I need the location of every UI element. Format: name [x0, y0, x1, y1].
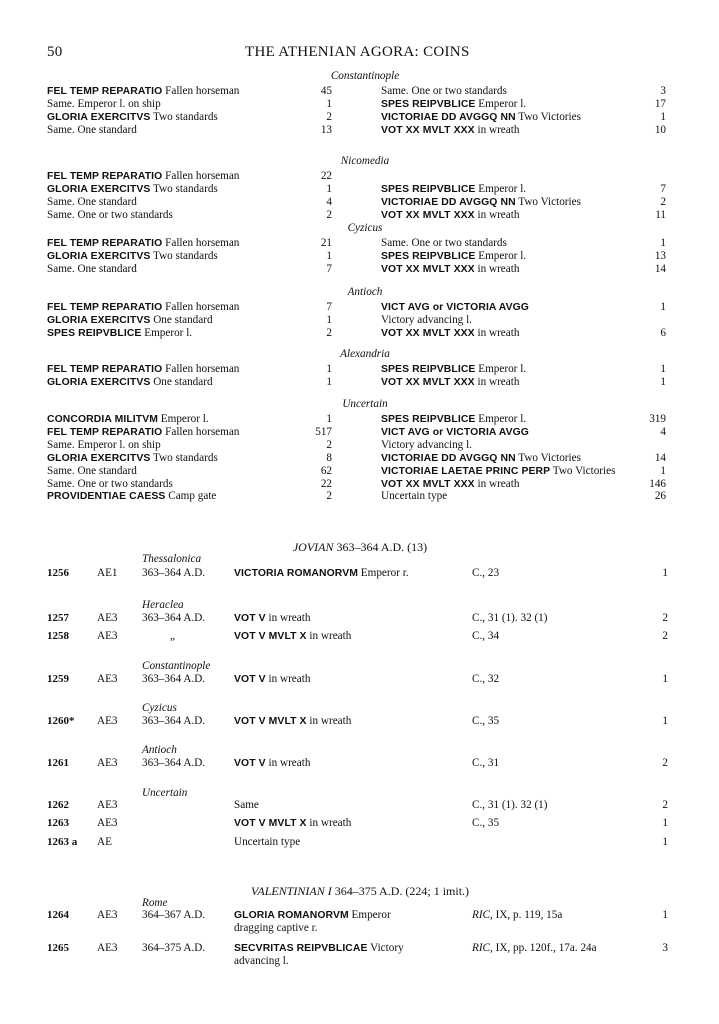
coin-description: Same. One or two standards [381, 237, 507, 249]
reference [472, 630, 499, 643]
denomination: AE3 [97, 817, 118, 829]
summary-left-count: 2 [326, 208, 332, 221]
summary-right-entry [381, 452, 581, 465]
summary-left-entry [47, 124, 137, 137]
coin-description: in wreath [268, 673, 311, 685]
reverse-type [234, 836, 300, 849]
reference [472, 909, 562, 922]
coin-description: Two standards [153, 249, 218, 262]
reference-citation: , IX, pp. 120f., 17a. 24a [490, 942, 597, 954]
summary-left-count: 1 [326, 413, 332, 425]
entry-count: 1 [662, 817, 668, 829]
coin-legend: VICTORIAE DD AVGGQ NN [381, 111, 516, 123]
coin-description: Same. One standard [47, 262, 137, 275]
reference [472, 757, 499, 770]
summary-left-count: 21 [320, 237, 332, 249]
coin-legend: VOT V [234, 758, 266, 769]
catalogue-number: 1264 [47, 909, 69, 921]
reverse-type [234, 942, 404, 955]
entry-count: 1 [662, 715, 668, 727]
summary-right-entry [381, 209, 519, 222]
summary-right-entry [381, 85, 507, 98]
emperor-name: VALENTINIAN I [250, 884, 332, 898]
coin-legend: GLORIA EXERCITVS [47, 111, 151, 123]
reference [472, 817, 499, 830]
catalogue-number: 1258 [47, 630, 69, 642]
coin-legend: SPES REIPVBLICE [381, 98, 476, 110]
date-range: 364–375 A.D. [142, 942, 206, 954]
date-range: 363–364 A.D. [142, 757, 206, 769]
reference [472, 942, 597, 955]
entry-mint: Cyzicus [142, 702, 177, 714]
catalogue-number: 1260* [47, 715, 75, 727]
reference-citation: C., 31 (1). 32 (1) [472, 612, 548, 624]
coin-description: Emperor l. [478, 363, 527, 375]
summary-left-count: 1 [326, 97, 332, 110]
coin-description: in wreath [477, 262, 520, 275]
summary-left-entry [47, 439, 161, 452]
summary-right-entry [381, 314, 472, 327]
entry-mint: Thessalonica [142, 553, 202, 565]
coin-description: Fallen horseman [165, 363, 240, 375]
coin-legend: SECVRITAS REIPVBLICAE [234, 943, 368, 954]
coin-description: Emperor l. [478, 249, 527, 262]
summary-left-count: 62 [320, 464, 332, 477]
section-heading [150, 541, 570, 554]
coin-legend: GLORIA EXERCITVS [47, 452, 151, 464]
summary-right-count: 3 [660, 85, 666, 97]
coin-description: Emperor l. [160, 413, 209, 425]
summary-left-entry [47, 85, 239, 98]
summary-left-entry [47, 478, 173, 491]
reference-citation: C., 23 [472, 567, 500, 579]
summary-right-entry [381, 196, 581, 209]
summary-right-count: 6 [660, 326, 666, 339]
summary-right-entry [381, 490, 447, 503]
coin-description: in wreath [309, 715, 352, 727]
coin-legend: VICTORIAE LAETAE PRINC PERP [381, 465, 551, 477]
summary-left-count: 13 [320, 123, 332, 136]
summary-right-count: 26 [654, 490, 666, 503]
summary-right-entry [381, 98, 526, 111]
coin-description: Camp gate [168, 490, 217, 503]
coin-description: Same. One standard [47, 195, 137, 208]
date-range: „ [170, 630, 175, 642]
denomination: AE [97, 836, 112, 848]
summary-left-count: 4 [326, 195, 332, 208]
summary-right-entry [381, 376, 519, 389]
coin-description: Two Victories [518, 110, 581, 123]
denomination: AE3 [97, 673, 118, 685]
entry-count: 3 [662, 942, 668, 954]
coin-description: Fallen horseman [165, 425, 240, 438]
catalogue-number: 1256 [47, 567, 69, 579]
summary-left-count: 2 [326, 490, 332, 503]
denomination: AE3 [97, 942, 118, 954]
coin-description: Fallen horseman [165, 85, 240, 97]
summary-left-count: 7 [326, 301, 332, 313]
entry-count: 1 [662, 567, 668, 579]
denomination: AE3 [97, 909, 118, 921]
coin-legend: VOT V [234, 674, 266, 685]
coin-description: Emperor r. [360, 567, 409, 579]
reverse-type [234, 630, 351, 643]
summary-left-count: 2 [326, 438, 332, 451]
reverse-type [234, 673, 310, 686]
entry-mint: Uncertain [142, 787, 188, 799]
reference-work: RIC [472, 942, 491, 954]
summary-left-count: 1 [326, 182, 332, 195]
coin-description: Uncertain type [381, 490, 448, 503]
summary-left-entry [47, 426, 239, 439]
summary-left-entry [47, 111, 218, 124]
coin-description: Emperor l. [478, 97, 527, 110]
coin-description: in wreath [309, 817, 352, 829]
date-range: 363–364 A.D. [142, 673, 206, 685]
reverse-type [234, 909, 391, 922]
coin-description: in wreath [477, 375, 520, 388]
summary-right-entry [381, 363, 526, 376]
coin-description: Two Victories [518, 195, 581, 208]
summary-right-entry [381, 250, 526, 263]
reference-citation: C., 31 [472, 757, 500, 769]
summary-left-count: 1 [326, 313, 332, 326]
reign-and-total: 363–364 A.D. (13) [336, 540, 428, 554]
entry-mint: Antioch [142, 744, 177, 756]
coin-legend: VOT V MVLT X [234, 716, 307, 727]
summary-left-entry [47, 250, 218, 263]
coin-description: Emperor l. [478, 182, 527, 195]
coin-description: Emperor l. [478, 413, 527, 425]
coin-legend: GLORIA EXERCITVS [47, 376, 151, 388]
reverse-type [234, 715, 351, 728]
coin-legend: VICTORIA ROMANORVM [234, 568, 358, 579]
summary-right-entry [381, 263, 519, 276]
summary-right-count: 14 [654, 451, 666, 464]
mint-heading: Cyzicus [347, 222, 383, 234]
coin-description: Two standards [153, 110, 218, 123]
summary-right-entry [381, 465, 615, 478]
coin-description: Victory [370, 942, 404, 954]
reference-citation: C., 32 [472, 673, 500, 685]
date-range: 363–364 A.D. [142, 612, 206, 624]
reverse-type [234, 799, 259, 812]
reign-and-total: 364–375 A.D. (224; 1 imit.) [334, 884, 470, 898]
summary-left-entry [47, 170, 239, 183]
summary-left-count: 7 [326, 262, 332, 275]
denomination: AE3 [97, 612, 118, 624]
coin-description: Two standards [153, 451, 218, 464]
denomination: AE3 [97, 715, 118, 727]
coin-description: Same. One or two standards [47, 208, 173, 221]
summary-left-count: 1 [326, 363, 332, 375]
coin-legend: FEL TEMP REPARATIO [47, 238, 163, 249]
reference-citation: C., 34 [472, 630, 500, 642]
reference [472, 715, 499, 728]
coin-legend: VOT XX MVLT XXX [381, 263, 475, 275]
summary-left-entry [47, 452, 218, 465]
coin-description: in wreath [477, 123, 520, 136]
summary-left-entry [47, 183, 218, 196]
summary-right-count: 14 [654, 262, 666, 275]
summary-right-count: 4 [660, 425, 666, 438]
reference [472, 612, 548, 625]
summary-left-entry [47, 237, 239, 250]
coin-legend: VOT XX MVLT XXX [381, 209, 475, 221]
coin-legend: FEL TEMP REPARATIO [47, 86, 163, 97]
summary-right-entry [381, 183, 526, 196]
coin-description: in wreath [268, 757, 311, 769]
coin-description: Victory advancing l. [381, 438, 472, 451]
summary-left-count: 1 [326, 375, 332, 388]
coin-description: in wreath [477, 326, 520, 339]
summary-right-entry [381, 327, 519, 340]
summary-right-entry [381, 426, 529, 439]
reference [472, 567, 499, 580]
date-range: 363–364 A.D. [142, 715, 206, 727]
summary-right-entry [381, 478, 519, 491]
summary-left-entry [47, 363, 239, 376]
coin-description: Same. Emperor l. on ship [47, 97, 161, 110]
coin-description: Same. One or two standards [47, 477, 173, 490]
summary-left-count: 2 [326, 326, 332, 339]
coin-description: in wreath [268, 612, 311, 624]
coin-legend: SPES REIPVBLICE [381, 183, 476, 195]
coin-legend: GLORIA EXERCITVS [47, 314, 151, 326]
summary-left-entry [47, 327, 192, 340]
denomination: AE1 [97, 567, 118, 579]
coin-legend: VICT AVG or VICTORIA AVGG [381, 426, 529, 438]
summary-right-count: 146 [649, 477, 666, 490]
catalogue-number: 1262 [47, 799, 69, 811]
running-title: THE ATHENIAN AGORA: COINS [245, 44, 470, 60]
mint-heading: Uncertain [342, 398, 388, 410]
coin-legend: FEL TEMP REPARATIO [47, 426, 163, 438]
summary-left-count: 517 [315, 425, 332, 438]
summary-right-count: 7 [660, 182, 666, 195]
coin-description: Same. One standard [47, 123, 137, 136]
entry-count: 2 [662, 757, 668, 769]
coin-description: Same. One standard [47, 464, 137, 477]
entry-count: 2 [662, 630, 668, 642]
mint-heading: Constantinople [330, 70, 400, 82]
coin-description: Fallen horseman [165, 170, 240, 182]
emperor-name: JOVIAN [292, 540, 334, 554]
summary-left-entry [47, 314, 213, 327]
coin-description: Two Victories [552, 464, 616, 477]
coin-legend: VOT XX MVLT XXX [381, 124, 475, 136]
coin-description: Same. One or two standards [381, 85, 507, 97]
summary-left-count: 1 [326, 249, 332, 262]
summary-right-count: 319 [649, 413, 666, 425]
entry-mint: Rome [142, 897, 168, 909]
mint-heading: Alexandria [340, 348, 390, 360]
coin-legend: GLORIA EXERCITVS [47, 183, 151, 195]
summary-right-entry [381, 413, 526, 426]
coin-legend: VOT XX MVLT XXX [381, 327, 475, 339]
coin-description: in wreath [477, 477, 520, 490]
summary-left-count: 45 [320, 85, 332, 97]
catalogue-number: 1263 [47, 817, 69, 829]
summary-left-count: 22 [320, 170, 332, 182]
entry-mint: Heraclea [142, 599, 184, 611]
summary-left-entry [47, 209, 173, 222]
reverse-type [234, 612, 310, 625]
coin-description: Fallen horseman [165, 237, 240, 249]
coin-legend: SPES REIPVBLICE [381, 414, 476, 425]
denomination: AE3 [97, 757, 118, 769]
summary-left-entry [47, 98, 161, 111]
summary-right-count: 13 [654, 249, 666, 262]
catalogue-number: 1265 [47, 942, 69, 954]
coin-legend: GLORIA EXERCITVS [47, 250, 151, 262]
summary-right-count: 1 [660, 464, 666, 477]
summary-right-count: 11 [655, 208, 666, 221]
coin-description: in wreath [477, 208, 520, 221]
date-range: 364–367 A.D. [142, 909, 206, 921]
reverse-type [234, 817, 351, 830]
catalogue-number: 1257 [47, 612, 69, 624]
denomination: AE3 [97, 799, 118, 811]
reference [472, 673, 499, 686]
coin-description: Same [234, 799, 259, 811]
section-heading [150, 885, 570, 898]
coin-description: in wreath [309, 630, 352, 642]
entry-count: 1 [662, 836, 668, 848]
coin-legend: SPES REIPVBLICE [381, 250, 476, 262]
coin-legend: FEL TEMP REPARATIO [47, 364, 163, 375]
coin-description: Victory advancing l. [381, 313, 472, 326]
catalogue-number: 1261 [47, 757, 69, 769]
reference-citation: C., 35 [472, 817, 500, 829]
summary-left-count: 8 [326, 451, 332, 464]
entry-count: 1 [662, 909, 668, 921]
catalogue-number: 1259 [47, 673, 69, 685]
coin-legend: VOT V [234, 613, 266, 624]
coin-legend: VICTORIAE DD AVGGQ NN [381, 196, 516, 208]
reverse-type [234, 567, 409, 580]
reference-citation: C., 35 [472, 715, 500, 727]
entry-mint: Constantinople [142, 660, 211, 672]
page-number: 50 [47, 44, 63, 60]
coin-description: One standard [153, 313, 213, 326]
reverse-type [234, 757, 310, 770]
summary-left-count: 22 [320, 477, 332, 490]
entry-count: 2 [662, 612, 668, 624]
summary-left-entry [47, 196, 137, 209]
coin-description-cont: advancing l. [234, 955, 289, 967]
coin-legend: VICTORIAE DD AVGGQ NN [381, 452, 516, 464]
coin-description: Emperor l. [144, 326, 193, 339]
coin-description: Two standards [153, 182, 218, 195]
summary-right-count: 1 [660, 363, 666, 375]
mint-heading: Nicomedia [340, 155, 390, 167]
coin-description: Emperor [351, 909, 391, 921]
summary-left-entry [47, 490, 216, 503]
summary-right-entry [381, 237, 507, 250]
summary-left-entry [47, 376, 213, 389]
catalogue-number: 1263 a [47, 836, 78, 848]
summary-left-entry [47, 301, 239, 314]
summary-right-entry [381, 439, 472, 452]
summary-left-entry [47, 465, 137, 478]
summary-right-count: 1 [660, 237, 666, 249]
coin-legend: VOT V MVLT X [234, 818, 307, 829]
summary-right-count: 1 [660, 375, 666, 388]
coin-description: Two Victories [518, 451, 581, 464]
coin-description: Same. Emperor l. on ship [47, 438, 161, 451]
coin-description: One standard [153, 375, 213, 388]
denomination: AE3 [97, 630, 118, 642]
reference-citation: , IX, p. 119, 15a [490, 909, 563, 921]
reference [472, 799, 548, 812]
coin-description: Fallen horseman [165, 301, 240, 313]
mint-heading: Antioch [347, 286, 383, 298]
coin-legend: SPES REIPVBLICE [47, 327, 142, 339]
coin-legend: VOT V MVLT X [234, 631, 307, 642]
entry-count: 1 [662, 673, 668, 685]
coin-legend: PROVIDENTIAE CAESS [47, 491, 166, 503]
coin-description-cont: dragging captive r. [234, 922, 318, 934]
summary-left-entry [47, 263, 137, 276]
reference-citation: C., 31 (1). 32 (1) [472, 799, 548, 811]
summary-right-count: 2 [660, 195, 666, 208]
entry-count: 2 [662, 799, 668, 811]
coin-legend: FEL TEMP REPARATIO [47, 171, 163, 182]
summary-left-count: 2 [326, 110, 332, 123]
coin-legend: FEL TEMP REPARATIO [47, 302, 163, 313]
summary-right-count: 1 [660, 301, 666, 313]
coin-legend: SPES REIPVBLICE [381, 364, 476, 375]
summary-right-count: 10 [654, 123, 666, 136]
summary-right-count: 1 [660, 110, 666, 123]
coin-legend: CONCORDIA MILITVM [47, 414, 158, 425]
coin-legend: GLORIA ROMANORVM [234, 910, 349, 921]
summary-right-entry [381, 111, 581, 124]
summary-right-count: 17 [654, 97, 666, 110]
summary-right-entry [381, 301, 529, 314]
coin-description: Uncertain type [234, 836, 301, 848]
summary-left-entry [47, 413, 209, 426]
date-range: 363–364 A.D. [142, 567, 206, 579]
reference-work: RIC [472, 909, 491, 921]
coin-legend: VOT XX MVLT XXX [381, 376, 475, 388]
summary-right-entry [381, 124, 519, 137]
coin-legend: VOT XX MVLT XXX [381, 478, 475, 490]
coin-legend: VICT AVG or VICTORIA AVGG [381, 302, 529, 313]
